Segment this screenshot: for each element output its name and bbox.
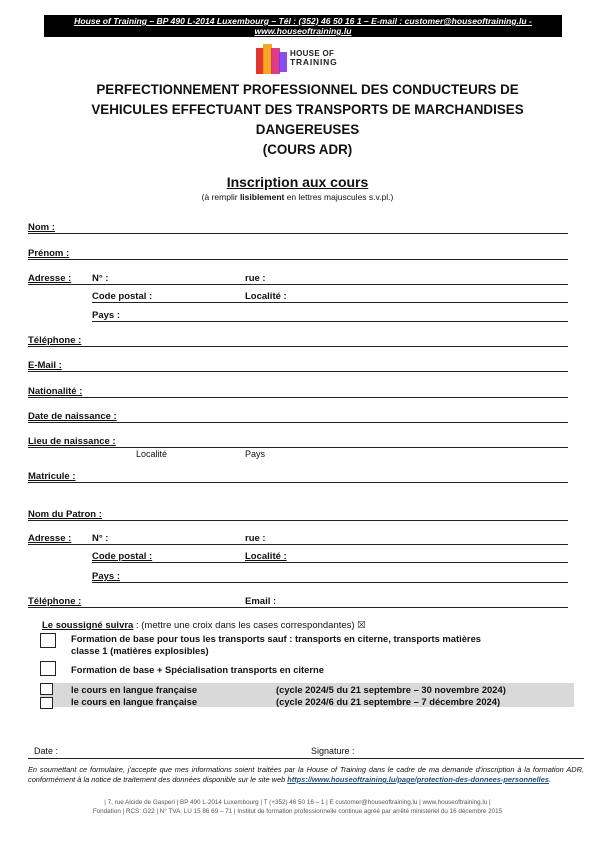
- contact-line-1: House of Training – BP 490 L-2014 Luxembourg – Tél : (352) 46 50 16 1 – E-mail : customer@houseoftraining.lu -: [74, 16, 532, 26]
- prenom-label: Prénom :: [28, 248, 70, 259]
- footer: [0, 798, 595, 816]
- telephone-patron-label: Téléphone :: [28, 596, 82, 607]
- note-text-bold: lisiblement: [239, 192, 285, 202]
- nom-patron-label: Nom du Patron :: [28, 509, 102, 520]
- lieu-naissance-field[interactable]: [28, 447, 568, 448]
- title-line-3: DANGEREUSES: [255, 122, 360, 137]
- nom-label: Nom :: [28, 222, 55, 233]
- pays-field[interactable]: [92, 321, 568, 322]
- logo-line-1: HOUSE OF: [290, 49, 335, 58]
- date-naissance-label: Date de naissance :: [28, 411, 117, 422]
- document-title: [40, 80, 575, 160]
- option1-line-2: classe 1 (matières explosibles): [71, 645, 209, 656]
- telephone-field[interactable]: [28, 346, 568, 347]
- nom-patron-field[interactable]: [28, 520, 568, 521]
- adresse-patron-label: Adresse :: [28, 533, 72, 544]
- title-line-4: (COURS ADR): [262, 142, 353, 157]
- nationalite-field[interactable]: [28, 397, 568, 398]
- form-heading: Inscription aux cours: [226, 174, 369, 190]
- option2-label: Formation de base + Spécialisation transports en citerne: [71, 664, 324, 675]
- option1-checkbox[interactable]: [40, 633, 56, 648]
- email-field[interactable]: [28, 371, 568, 372]
- date-signature-field[interactable]: [28, 758, 584, 759]
- footer-line-2: Fondation | RCS: G22 | N° TVA: LU 15 86 69 – 71 | Institut de formation professionnelle continue agréé par arrêté ministériel du 16 décembre 2015: [92, 808, 503, 815]
- logo-wordmark: [290, 49, 337, 67]
- localite-patron-label: Localité :: [245, 551, 287, 562]
- date-naissance-field[interactable]: [28, 422, 568, 423]
- adresse-patron-field[interactable]: [28, 544, 568, 545]
- adresse-field[interactable]: [28, 284, 568, 285]
- gdpr-consent-text: [28, 765, 584, 785]
- form-instructions: [0, 192, 595, 202]
- session2-checkbox[interactable]: [40, 697, 53, 709]
- pays-label: Pays :: [92, 310, 120, 321]
- email-patron-label: Email :: [245, 596, 277, 607]
- lieu-pays-hint: Pays: [245, 449, 266, 459]
- option2-checkbox[interactable]: [40, 661, 56, 676]
- options-intro-bold: Le soussigné suivra: [42, 620, 134, 631]
- note-text-1: (à remplir: [201, 192, 240, 202]
- options-intro: [42, 620, 366, 631]
- session1-cycle: (cycle 2024/5 du 21 septembre – 30 novembre 2024): [276, 684, 506, 695]
- telephone-label: Téléphone :: [28, 335, 82, 346]
- footer-line-1: | 7, rue Alcide de Gasperi | BP 490 L-2014 Luxembourg | T (+352) 46 50 16 – 1 | E customer@houseoftraining.lu | www.houseoftraining.lu |: [104, 799, 491, 806]
- date-label: Date :: [34, 746, 59, 756]
- email-label: E-Mail :: [28, 360, 62, 371]
- matricule-label: Matricule :: [28, 471, 76, 482]
- nom-field[interactable]: [28, 233, 568, 234]
- options-intro-rest: : (mettre une croix dans les cases correspondantes) ☒: [133, 620, 366, 631]
- localite-label: Localité :: [245, 291, 287, 302]
- code-postal-localite-patron-field[interactable]: [92, 562, 568, 563]
- lieu-naissance-label: Lieu de naissance :: [28, 436, 116, 447]
- logo-line-2: TRAINING: [290, 57, 338, 67]
- session2-language: le cours en langue française: [71, 696, 198, 707]
- prenom-field[interactable]: [28, 259, 568, 260]
- option1-line-1: Formation de base pour tous les transports sauf : transports en citerne, transports matières: [71, 633, 481, 644]
- rue-label: rue :: [245, 273, 266, 284]
- lieu-localite-hint: Localité: [136, 449, 168, 459]
- session1-checkbox[interactable]: [40, 683, 53, 695]
- session2-cycle: (cycle 2024/6 du 21 septembre – 7 décembre 2024): [276, 696, 501, 707]
- session1-language: le cours en langue française: [71, 684, 198, 695]
- contact-line-2[interactable]: www.houseoftraining.lu: [254, 26, 352, 36]
- signature-label: Signature :: [311, 746, 355, 756]
- pays-patron-field[interactable]: [92, 582, 568, 583]
- code-postal-label: Code postal :: [92, 291, 153, 302]
- option1-label: [71, 633, 566, 657]
- gdpr-end: .: [548, 775, 551, 784]
- note-text-2: en lettres majuscules s.v.pl.): [284, 192, 394, 202]
- code-postal-localite-field[interactable]: [92, 302, 568, 303]
- numero-label: N° :: [92, 273, 109, 284]
- rue-patron-label: rue :: [245, 533, 266, 544]
- title-line-1: PERFECTIONNEMENT PROFESSIONNEL DES CONDUCTEURS DE: [96, 82, 519, 97]
- adresse-label: Adresse :: [28, 273, 72, 284]
- numero-patron-label: N° :: [92, 533, 109, 544]
- contact-header: [44, 15, 562, 37]
- pays-patron-label: Pays :: [92, 571, 120, 582]
- telephone-email-patron-field[interactable]: [28, 607, 568, 608]
- title-line-2: VEHICULES EFFECTUANT DES TRANSPORTS DE MARCHANDISES: [91, 102, 524, 117]
- matricule-field[interactable]: [28, 482, 568, 483]
- privacy-policy-link[interactable]: https://www.houseoftraining.lu/page/protection-des-donnees-personnelles: [287, 775, 549, 784]
- gdpr-text: En soumettant ce formulaire, j'accepte que mes informations soient traitées par la House of Training dans le cadre de ma demande d'inscription à la formation ADR, conformément à la notice de traitement des données disponible sur le site web: [28, 765, 584, 784]
- code-postal-patron-label: Code postal :: [92, 551, 153, 562]
- nationalite-label: Nationalité :: [28, 386, 83, 397]
